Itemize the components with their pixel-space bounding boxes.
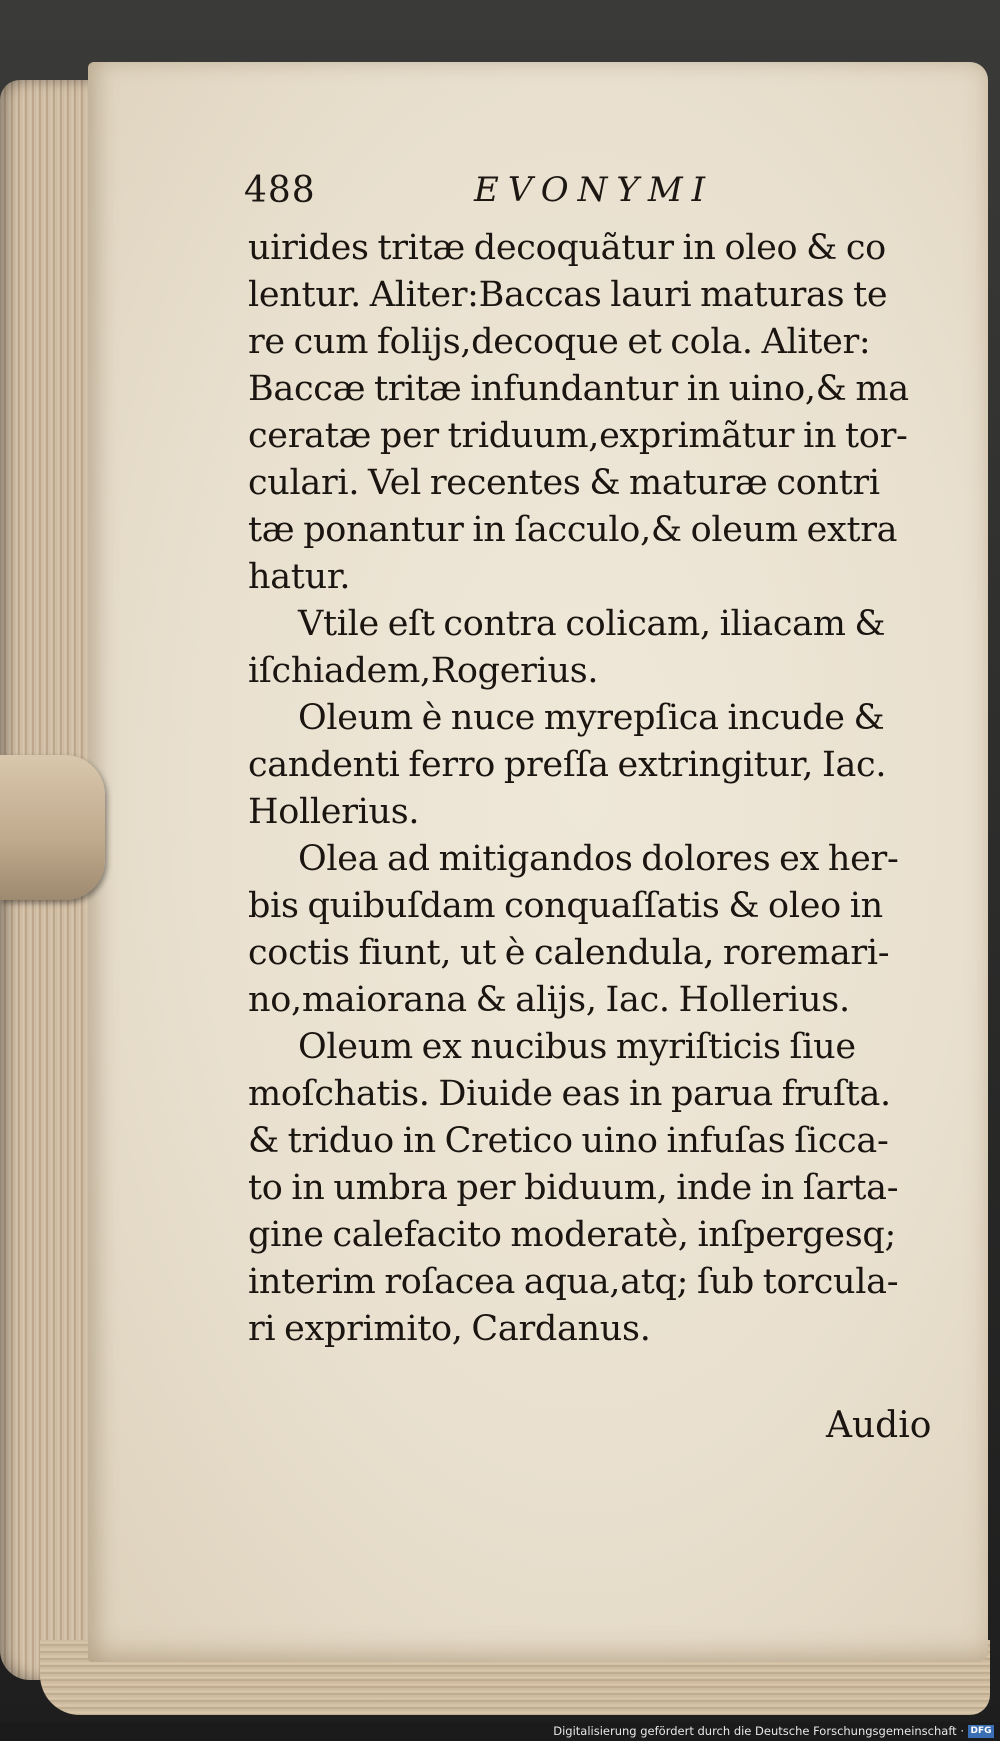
text-line: bis quibuſdam conquaſſatis & oleo in bbox=[248, 886, 883, 926]
text-line: culari. Vel recentes & maturæ contri bbox=[248, 463, 880, 503]
text-line: candenti ferro preſſa extringitur, Iac. bbox=[248, 745, 887, 785]
bookmark-tab bbox=[0, 755, 105, 900]
dfg-logo-icon: DFG bbox=[968, 1725, 994, 1738]
text-line: Oleum è nuce myrepſica incude & bbox=[298, 698, 885, 738]
text-line: moſchatis. Diuide eas in parua fruſta. bbox=[248, 1074, 891, 1114]
text-line: no,maiorana & alijs, Iac. Hollerius. bbox=[248, 980, 850, 1020]
text-line: ri exprimito, Cardanus. bbox=[248, 1309, 651, 1349]
footer-credit: Digitalisierung gefördert durch die Deutsche Forschungsgemeinschaft · bbox=[553, 1724, 964, 1738]
text-line: hatur. bbox=[248, 557, 351, 597]
text-line: Hollerius. bbox=[248, 792, 420, 832]
text-line: re cum folijs,decoque et cola. Aliter: bbox=[248, 322, 871, 362]
body-text bbox=[248, 225, 948, 1353]
page-header bbox=[244, 170, 754, 222]
text-line: uirides tritæ decoquãtur in oleo & co bbox=[248, 228, 886, 268]
text-line: coctis fiunt, ut è calendula, roremari- bbox=[248, 933, 890, 973]
page-number: 488 bbox=[244, 170, 316, 211]
text-line: iſchiadem,Rogerius. bbox=[248, 651, 599, 691]
text-line: & triduo in Cretico uino infuſas ſicca- bbox=[248, 1121, 889, 1161]
text-line: lentur. Aliter:Baccas lauri maturas te bbox=[248, 275, 888, 315]
text-line: Vtile eſt contra colicam, iliacam & bbox=[298, 604, 886, 644]
text-line: ceratæ per triduum,exprimãtur in tor- bbox=[248, 416, 908, 456]
text-line: interim roſacea aqua,atq; ſub torcula- bbox=[248, 1262, 899, 1302]
text-line: to in umbra per biduum, inde in ſarta- bbox=[248, 1168, 899, 1208]
running-title: EVONYMI bbox=[474, 170, 715, 210]
catchword: Audio bbox=[826, 1405, 932, 1446]
text-line: Olea ad mitigandos dolores ex her- bbox=[298, 839, 899, 879]
text-line: tæ ponantur in ſacculo,& oleum extra bbox=[248, 510, 898, 550]
text-line: gine calefacito moderatè, inſpergesq; bbox=[248, 1215, 896, 1255]
text-line: Oleum ex nucibus myriſticis ſiue bbox=[298, 1027, 856, 1067]
text-line: Baccæ tritæ infundantur in uino,& ma bbox=[248, 369, 909, 409]
